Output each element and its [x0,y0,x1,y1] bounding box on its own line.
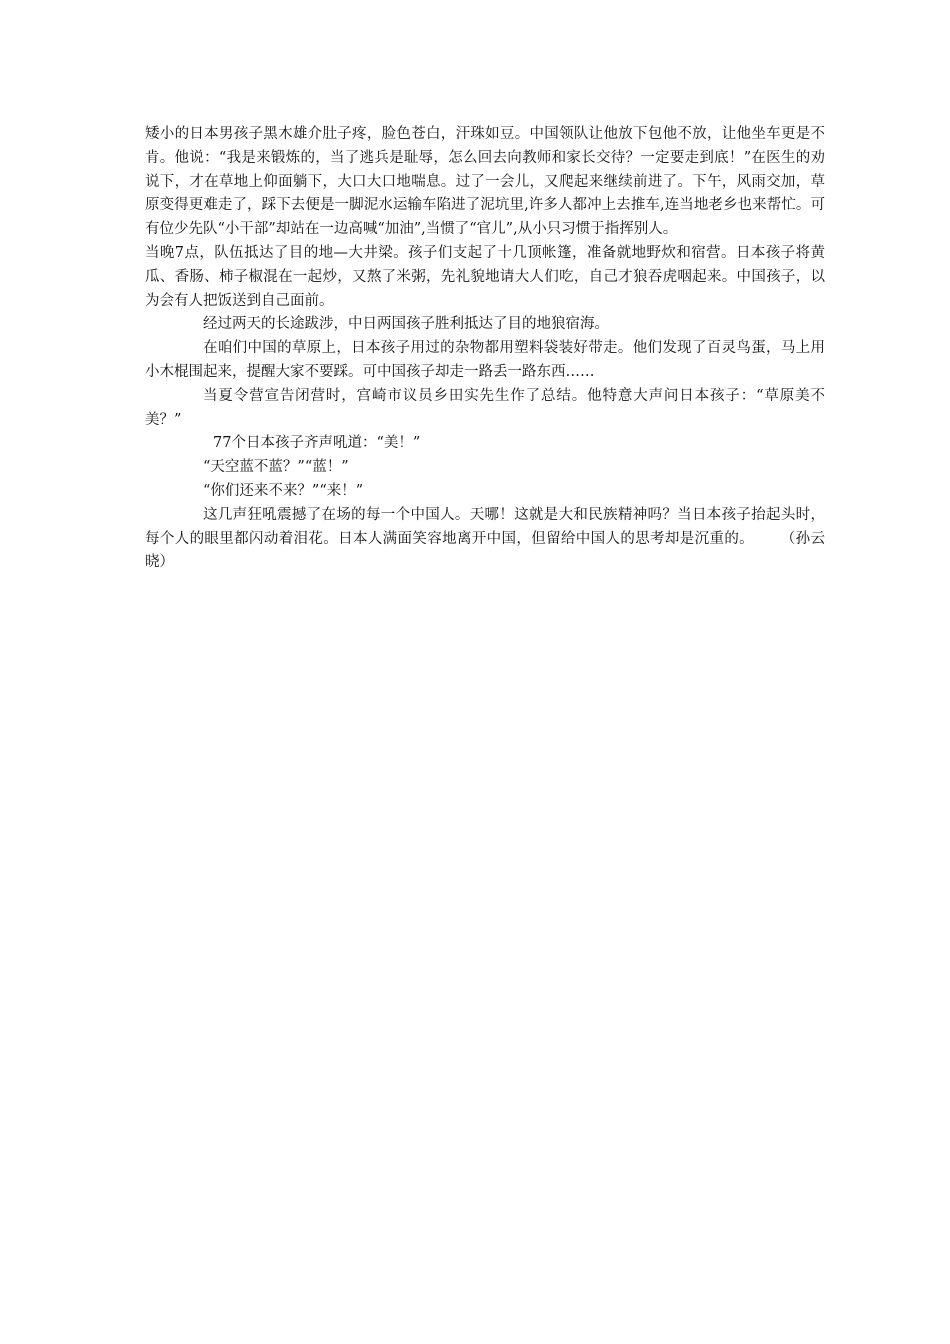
author-credit: （孙云晓） [145,530,826,571]
paragraph-7: “天空蓝不蓝？”“蓝！” [203,459,349,476]
document-page [145,123,825,575]
paragraph-9 [145,504,825,575]
paragraph-5: 当夏令营宣告闭营时，宫崎市议员乡田实先生作了总结。他特意大声问日本孩子：“草原美不美？” [145,387,825,428]
paragraph-4: 在咱们中国的草原上，日本孩子用过的杂物都用塑料袋装好带走。他们发现了百灵鸟蛋，马上用小木棍围起来，提醒大家不要踩。可中国孩子却走一路丢一路东西…… [145,340,825,380]
paragraph-8: “你们还来不来？”“来！” [203,482,364,499]
paragraph-6: 77个日本孩子齐声吼道：“美！” [213,435,421,452]
paragraph-3: 经过两天的长途跋涉，中日两国孩子胜利抵达了目的地狼宿海。 [203,316,609,333]
paragraph-1: 矮小的日本男孩子黑木雄介肚子疼，脸色苍白，汗珠如豆。中国领队让他放下包他不放，让他坐车更是不肯。他说：“我是来锻炼的，当了逃兵是耻辱，怎么回去向教师和家长交待？一定要走到底！”在医生的劝说下，才在草地上仰面躺下，大口大口地喘息。过了一会儿，又爬起来继续前进了。下午，风雨交加，草原变得更难走了，踩下去便是一脚泥水运输车陷进了泥坑里,许多人都冲上去推车,连当地老乡也来帮忙。可有位少先队“小干部”却站在一边高喊“加油”,当惯了“官儿”,从小只习惯于指挥别人。 [145,126,825,238]
paragraph-2: 当晚7点，队伍抵达了目的地—大井梁。孩子们支起了十几顶帐篷，准备就地野炊和宿营。日本孩子将黄瓜、香肠、柿子椒混在一起炒，又熬了米粥，先礼貌地请大人们吃，自己才狼吞虎咽起来。中国孩子，以为会有人把饭送到自己面前。 [145,244,825,309]
paragraph-9-text: 这几声狂吼震撼了在场的每一个中国人。天哪！这就是大和民族精神吗？当日本孩子抬起头时，每个人的眼里都闪动着泪花。日本人满面笑容地离开中国，但留给中国人的思考却是沉重的。 [145,506,825,547]
